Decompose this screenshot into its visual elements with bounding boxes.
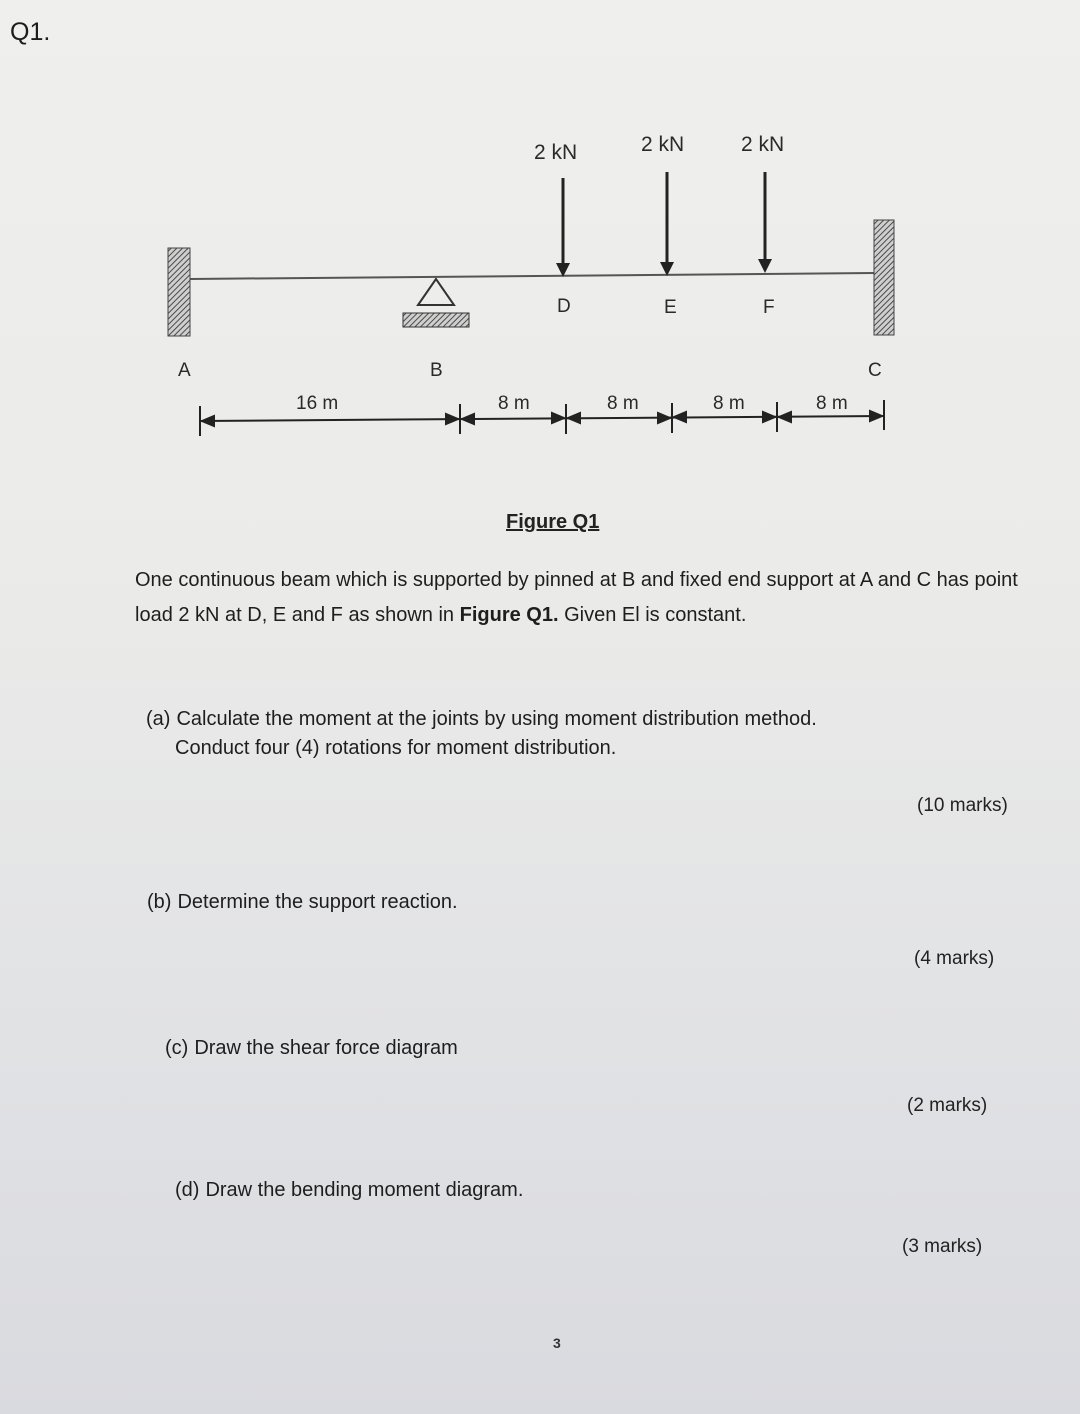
span-label-4: 8 m xyxy=(713,393,745,414)
question-d-label: (d) xyxy=(175,1179,200,1201)
question-a-text-1: Calculate the moment at the joints by using moment distribution method. xyxy=(176,708,817,730)
fixed-support-c xyxy=(874,220,894,335)
span-label-5: 8 m xyxy=(816,393,848,414)
question-b-marks: (4 marks) xyxy=(914,948,995,969)
question-b xyxy=(147,891,458,914)
question-d xyxy=(175,1179,523,1202)
question-c-marks: (2 marks) xyxy=(907,1095,988,1116)
question-a-marks: (10 marks) xyxy=(917,795,1008,816)
question-c xyxy=(165,1037,458,1060)
page-number: 3 xyxy=(553,1335,561,1351)
load-label-f: 2 kN xyxy=(741,133,785,156)
load-arrow-e xyxy=(660,172,674,276)
pin-support-b xyxy=(403,279,469,327)
intro-text-1: One continuous beam which is supported by pinned at B and fixed end support at A and C has point load 2 kN at D, E and F as shown in xyxy=(135,569,1018,626)
load-arrow-f xyxy=(758,172,772,273)
question-a xyxy=(146,708,817,731)
question-b-text: Determine the support reaction. xyxy=(177,891,458,913)
figure-caption: Figure Q1 xyxy=(506,511,600,533)
load-label-e: 2 kN xyxy=(641,133,685,156)
span-label-3: 8 m xyxy=(607,393,639,414)
question-number: Q1. xyxy=(10,18,51,46)
point-label-a: A xyxy=(178,360,191,381)
span-label-1: 16 m xyxy=(296,393,339,414)
point-label-b: B xyxy=(430,360,443,381)
point-label-f: F xyxy=(763,297,775,318)
fixed-support-a xyxy=(168,248,190,336)
point-label-e: E xyxy=(664,297,677,318)
question-d-text: Draw the bending moment diagram. xyxy=(205,1179,524,1201)
point-label-d: D xyxy=(557,296,571,317)
intro-paragraph xyxy=(135,563,1040,633)
span-label-2: 8 m xyxy=(498,393,530,414)
question-c-text: Draw the shear force diagram xyxy=(194,1037,458,1059)
question-a-label: (a) xyxy=(146,708,171,730)
intro-text-2: Given El is constant. xyxy=(558,604,747,626)
question-a-line-2: Conduct four (4) rotations for moment distribution. xyxy=(175,737,617,759)
intro-figure-ref: Figure Q1. xyxy=(459,604,559,626)
point-label-c: C xyxy=(868,360,882,381)
question-c-label: (c) xyxy=(165,1037,189,1059)
load-arrow-d xyxy=(556,178,570,277)
beam-line xyxy=(190,273,874,279)
load-label-d: 2 kN xyxy=(534,141,578,164)
question-d-marks: (3 marks) xyxy=(902,1236,983,1257)
question-b-label: (b) xyxy=(147,891,172,913)
beam-figure xyxy=(0,0,1080,480)
